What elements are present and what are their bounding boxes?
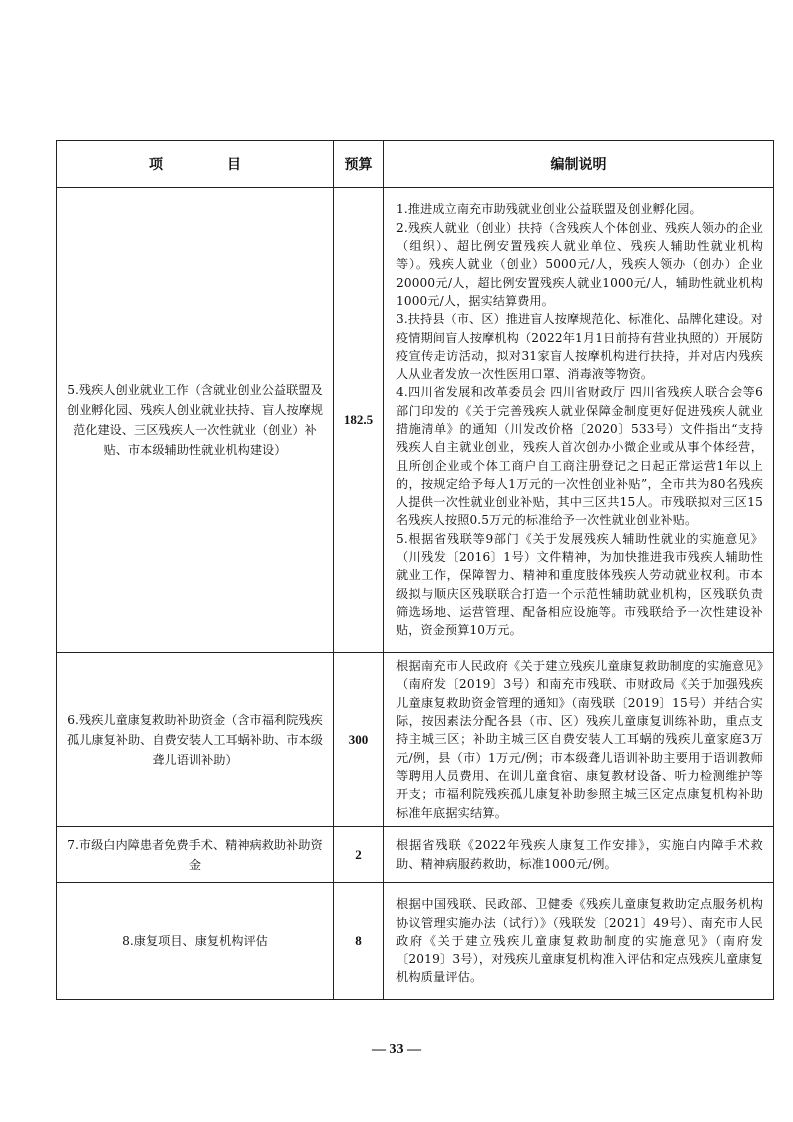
page-number: — 33 —: [372, 1042, 421, 1057]
header-item-right: 目: [227, 157, 241, 173]
description-paragraph: 3.扶持县（市、区）推进盲人按摩规范化、标准化、品牌化建设。对疫情期间盲人按摩机构（2022年1月1日前持有营业执照的）开展防疫宣传走访活动，拟对31家盲人按摩机构进行扶持，并对店内残疾人从业者发放一次性医用口罩、消毒液等物资。: [396, 312, 763, 382]
description-paragraph: 2.残疾人就业（创业）扶持（含残疾人个体创业、残疾人领办的企业（组织）、超比例安置残疾人就业单位、残疾人辅助性就业机构等）。残疾人就业（创业）5000元/人，残疾人领办（创办）企业20000元/人，超比例安置残疾人就业1000元/人，辅助性就业机构1000元/人，据实结算费用。: [396, 220, 763, 308]
item-cell: 8.康复项目、康复机构评估: [57, 883, 334, 1000]
description-paragraph: 4.四川省发展和改革委员会 四川省财政厅 四川省残疾人联合会等6部门印发的《关于完善残疾人就业保障金制度更好促进残疾人就业措施清单》的通知（川发改价格〔2020〕533号）文件指出“支持残疾人自主就业创业，残疾人首次创办小微企业或从事个体经营，且所创企业或个体工商户自工商注册登记之日起正常运营1年以上的，按规定给予每人1万元的一次性创业补贴”，全市共为80名残疾人提供一次性就业创业补贴，其中三区共15人。市残联拟对三区15名残疾人按照0.5万元的标准给予一次性就业创业补贴。: [396, 385, 763, 528]
budget-cell: 8: [334, 883, 384, 1000]
budget-cell: 182.5: [334, 188, 384, 653]
header-description: 编制说明: [384, 141, 774, 188]
table-row: [57, 883, 774, 1000]
budget-cell: 2: [334, 827, 384, 883]
item-cell: 7.市级白内障患者免费手术、精神病救助补助资金: [57, 827, 334, 883]
description-cell: [384, 883, 774, 1000]
description-paragraph: 1.推进成立南充市助残就业创业公益联盟及创业孵化园。: [396, 202, 702, 217]
header-row: [57, 141, 774, 188]
description-paragraph: 根据南充市人民政府《关于建立残疾儿童康复救助制度的实施意见》（南府发〔2019〕3号）和南充市残联、市财政局《关于加强残疾儿童康复救助资金管理的通知》（南残联〔2019〕15号）并结合实际，按因素法分配各县（市、区）残疾儿童康复训练补助，重点支持主城三区；补助主城三区自费安装人工耳蜗的残疾儿童家庭3万元/例，县（市）1万元/例；市本级聋儿语训补助主要用于语训教师等聘用人员费用、在训儿童食宿、康复教材设备、听力检测维护等开支；市福利院残疾孤儿康复补助参照主城三区定点康复机构补助标准年底据实结算。: [396, 659, 763, 820]
description-paragraph: 5.根据省残联等9部门《关于发展残疾人辅助性就业的实施意见》（川残发〔2016〕1号）文件精神，为加快推进我市残疾人辅助性就业工作，保障智力、精神和重度肢体残疾人劳动就业权利。市本级拟与顺庆区残联联合打造一个示范性辅助就业机构，区残联负责筛选场地、运营管理、配备相应设施等。市残联给予一次性建设补贴，资金预算10万元。: [396, 531, 763, 638]
header-budget: 预算: [334, 141, 384, 188]
table-row: [57, 653, 774, 827]
header-item-left: 项: [149, 157, 163, 173]
description-cell: [384, 827, 774, 883]
description-paragraph: 根据省残联《2022年残疾人康复工作安排》，实施白内障手术救助、精神病服药救助，标准1000元/例。: [396, 838, 763, 871]
item-cell: 5.残疾人创业就业工作（含就业创业公益联盟及创业孵化园、残疾人创业就业扶持、盲人按摩规范化建设、三区残疾人一次性就业（创业）补贴、市本级辅助性就业机构建设）: [57, 188, 334, 653]
budget-cell: 300: [334, 653, 384, 827]
budget-table: [56, 140, 774, 1000]
table-row: [57, 188, 774, 653]
header-item: [57, 141, 334, 188]
description-cell: [384, 653, 774, 827]
description-paragraph: 根据中国残联、民政部、卫健委《残疾儿童康复救助定点服务机构协议管理实施办法（试行）》（残联发〔2021〕49号）、南充市人民政府《关于建立残疾儿童康复救助制度的实施意见》（南府发〔2019〕3号），对残疾儿童康复机构准入评估和定点残疾儿童康复机构质量评估。: [396, 897, 763, 985]
table-row: [57, 827, 774, 883]
item-cell: 6.残疾儿童康复救助补助资金（含市福利院残疾孤儿康复补助、自费安装人工耳蜗补助、市本级聋儿语训补助）: [57, 653, 334, 827]
description-cell: [384, 188, 774, 653]
